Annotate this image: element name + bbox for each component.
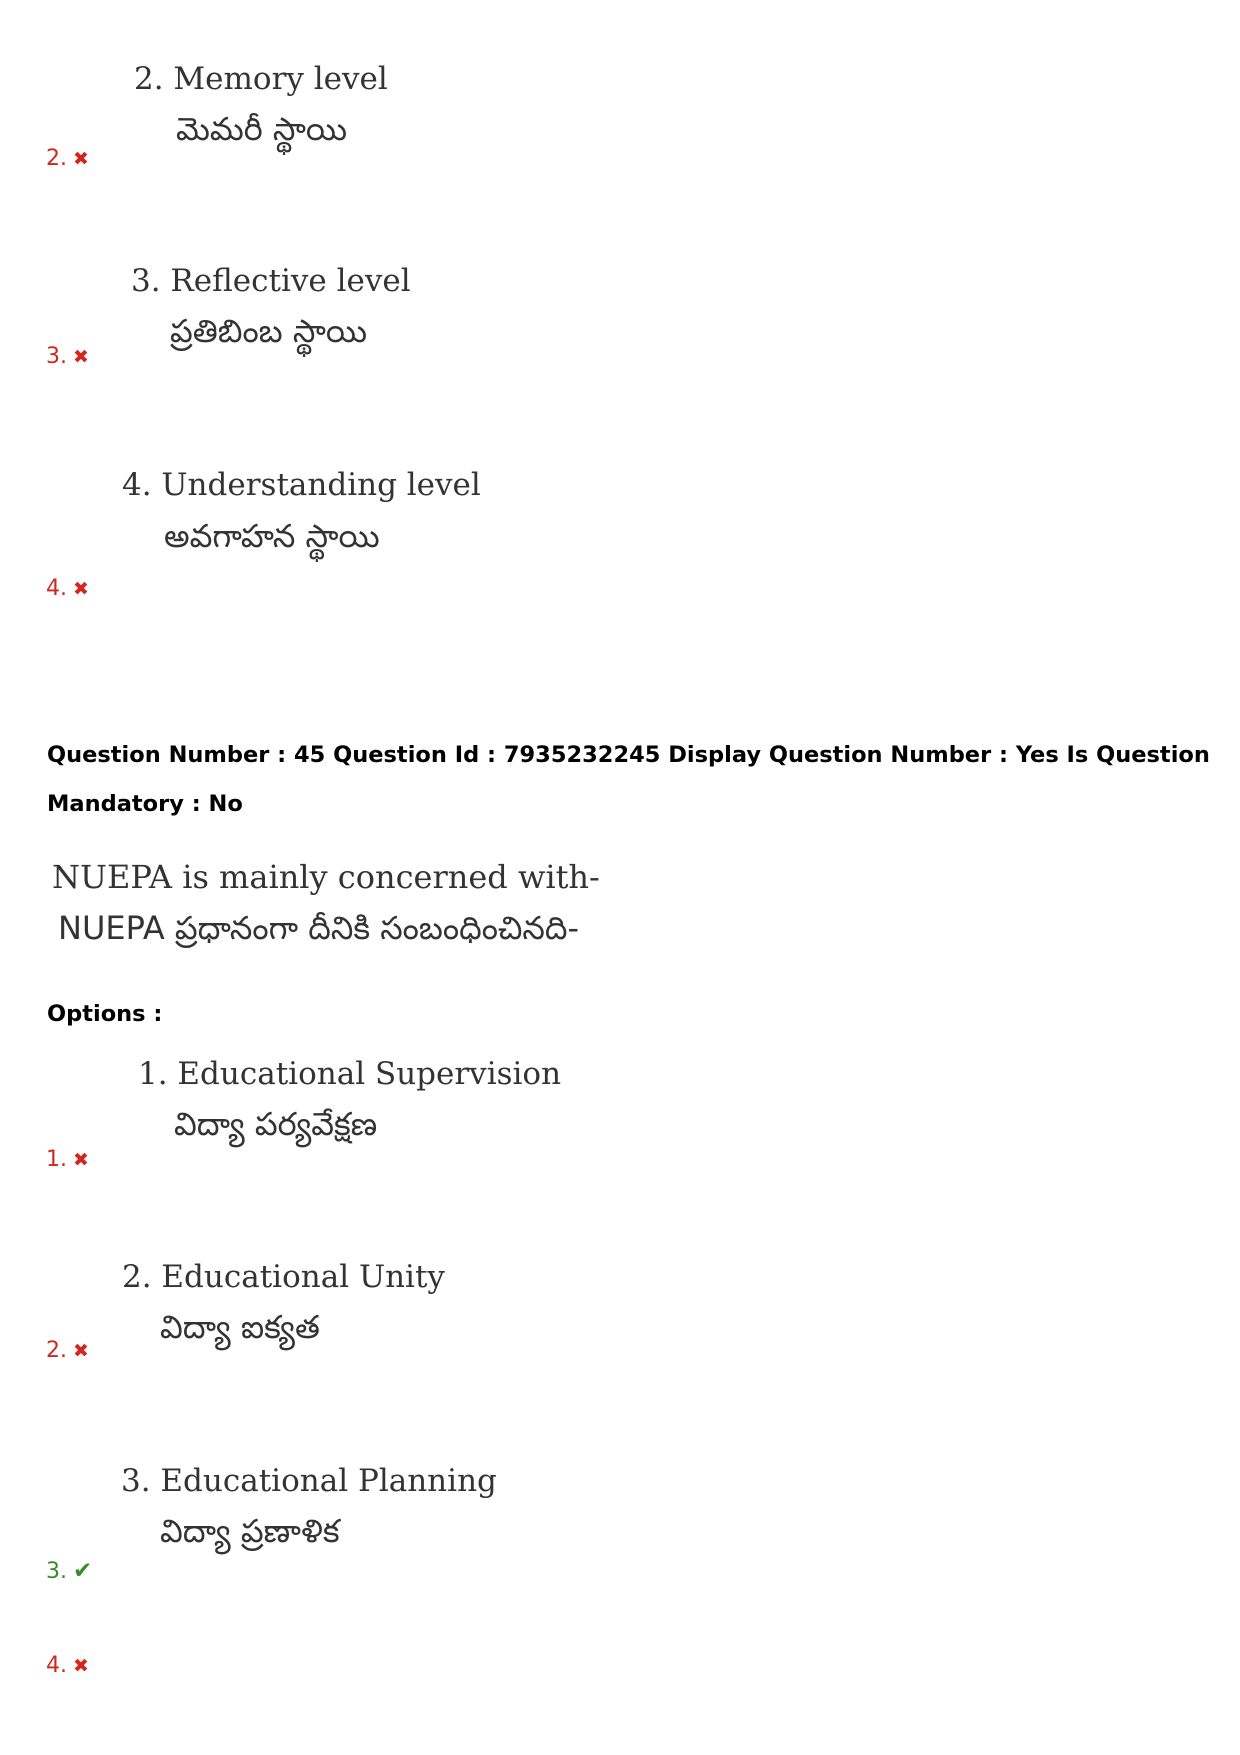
check-icon: ✔ [73,1558,93,1584]
cross-icon: ✖ [73,1655,89,1677]
cross-icon: ✖ [73,1340,89,1362]
prev-option-2-number: 2. [46,146,67,171]
question-stem-telugu: NUEPA ప్రధానంగా దీనికి సంబంధించినది- [58,909,580,947]
prev-option-2-marker [46,148,89,170]
option-3-english: 3. Educational Planning [121,1463,497,1499]
prev-option-4-number: 4. [46,576,67,601]
option-3-telugu: విద్యా ప్రణాళిక [160,1512,340,1550]
prev-option-3-number: 3. [46,344,67,369]
question-stem-english: NUEPA is mainly concerned with- [52,858,600,896]
cross-icon: ✖ [73,346,89,368]
option-1-telugu: విద్యా పర్యవేక్షణ [174,1105,378,1143]
question-header-line1: Question Number : 45 Question Id : 7935232245 Display Question Number : Yes Is Question [47,742,1210,768]
cross-icon: ✖ [73,148,89,170]
cross-icon: ✖ [73,1149,89,1171]
option-1-number: 1. [46,1147,67,1172]
option-2-telugu: విద్యా ఐక్యత [160,1308,320,1346]
option-4-number: 4. [46,1653,67,1678]
prev-option-2-telugu: మెమరీ స్థాయి [176,110,348,148]
cross-icon: ✖ [73,578,89,600]
prev-option-3-telugu: ప్రతిబింబ స్థాయి [170,312,367,350]
prev-option-3-english: 3. Reflective level [131,263,411,299]
prev-option-4-marker [46,578,89,600]
options-label: Options : [47,1001,163,1027]
option-4-marker [46,1655,89,1677]
option-1-english: 1. Educational Supervision [138,1056,562,1092]
option-2-english: 2. Educational Unity [122,1259,445,1295]
prev-option-4-telugu: అవగాహన స్థాయి [164,517,380,555]
option-2-number: 2. [46,1338,67,1363]
option-3-marker [46,1560,92,1583]
option-2-marker [46,1340,89,1362]
option-3-number: 3. [46,1559,67,1584]
question-header-line2: Mandatory : No [47,791,243,817]
prev-option-3-marker [46,346,89,368]
option-1-marker [46,1149,89,1171]
prev-option-2-english: 2. Memory level [134,61,388,97]
prev-option-4-english: 4. Understanding level [122,467,481,503]
